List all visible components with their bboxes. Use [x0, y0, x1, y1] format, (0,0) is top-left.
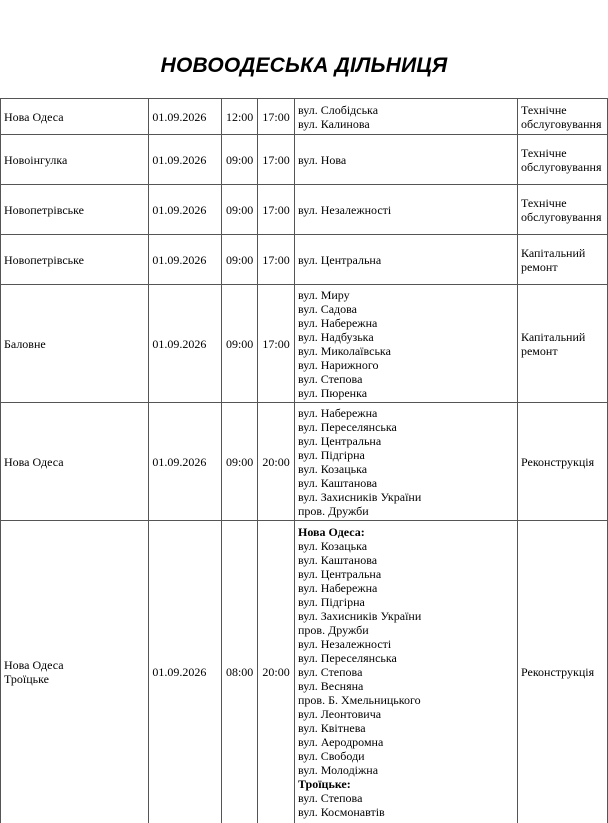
street-name: вул. Миколаївська [298, 343, 391, 358]
work-type-cell [517, 99, 607, 135]
date-cell [149, 285, 222, 403]
location-cell [1, 135, 149, 185]
location-cell [1, 99, 149, 135]
date-value: 01.09.2026 [152, 109, 207, 124]
end-time: 17:00 [262, 336, 290, 351]
street-name: вул. Захисників України [298, 608, 422, 623]
street-name: вул. Каштанова [298, 552, 378, 567]
street-name: вул. Степова [298, 664, 363, 679]
end-time-cell [258, 185, 295, 235]
end-time: 17:00 [262, 109, 290, 124]
end-time-cell [258, 521, 295, 823]
location-cell [1, 285, 149, 403]
work-type-cell [517, 235, 607, 285]
street-name: пров. Б. Хмельницького [298, 692, 421, 707]
street-name: вул. Весняна [298, 678, 364, 693]
settlement-heading: Нова Одеса: [298, 524, 365, 539]
street-name: вул. Молодіжна [298, 762, 379, 777]
date-value: 01.09.2026 [152, 152, 207, 167]
work-type: обслуговування [520, 209, 602, 224]
table-row [1, 99, 608, 135]
date-value: 01.09.2026 [152, 336, 207, 351]
work-type: ремонт [520, 343, 558, 358]
street-name: вул. Козацька [298, 538, 368, 553]
street-name: вул. Набережна [298, 580, 378, 595]
street-name: вул. Квітнева [298, 720, 366, 735]
end-time-cell [258, 403, 295, 521]
work-type-cell [517, 403, 607, 521]
work-type: Технічне [520, 195, 567, 210]
work-type: Реконструкція [520, 454, 595, 469]
start-time: 09:00 [225, 152, 254, 167]
start-time: 09:00 [225, 202, 254, 217]
end-time: 20:00 [262, 454, 290, 469]
start-time: 09:00 [225, 336, 254, 351]
street-name: вул. Надбузька [298, 329, 374, 344]
settlement-heading: Троїцьке: [298, 776, 351, 791]
start-time: 12:00 [225, 109, 254, 124]
date-value: 01.09.2026 [152, 664, 207, 679]
location-cell [1, 403, 149, 521]
outage-schedule-table [0, 98, 608, 823]
date-value: 01.09.2026 [152, 454, 207, 469]
end-time-cell [258, 285, 295, 403]
start-time: 09:00 [225, 454, 254, 469]
location-name: Новопетрівське [4, 252, 84, 267]
street-name: вул. Центральна [298, 252, 382, 267]
street-name: вул. Козацька [298, 461, 368, 476]
street-name: вул. Пюренка [298, 385, 368, 400]
street-name: вул. Набережна [298, 405, 378, 420]
street-name: вул. Переселянська [298, 419, 397, 434]
work-type: Технічне [520, 102, 567, 117]
start-time-cell [222, 285, 258, 403]
end-time: 17:00 [262, 252, 290, 267]
start-time-cell [222, 135, 258, 185]
street-name: вул. Центральна [298, 566, 382, 581]
street-name: вул. Незалежності [298, 636, 392, 651]
start-time: 08:00 [225, 664, 254, 679]
street-name: вул. Степова [298, 790, 363, 805]
streets-cell [295, 285, 518, 403]
work-type: Капітальний [520, 245, 586, 260]
work-type: обслуговування [520, 116, 602, 131]
work-type: Капітальний [520, 329, 586, 344]
end-time-cell [258, 99, 295, 135]
start-time-cell [222, 185, 258, 235]
work-type: Технічне [520, 145, 567, 160]
street-name: вул. Підгірна [298, 447, 365, 462]
start-time-cell [222, 403, 258, 521]
date-cell [149, 99, 222, 135]
work-type-cell [517, 521, 607, 823]
work-type-cell [517, 135, 607, 185]
street-name: вул. Слобідська [298, 102, 379, 117]
table-row [1, 235, 608, 285]
date-value: 01.09.2026 [152, 252, 207, 267]
end-time-cell [258, 135, 295, 185]
end-time: 17:00 [262, 202, 290, 217]
location-name: Новоінгулка [4, 152, 68, 167]
table-row [1, 185, 608, 235]
street-name: вул. Захисників України [298, 489, 422, 504]
location-name: Нова Одеса [4, 454, 64, 469]
street-name: вул. Калинова [298, 116, 370, 131]
table-row [1, 521, 608, 823]
start-time-cell [222, 99, 258, 135]
date-value: 01.09.2026 [152, 202, 207, 217]
date-cell [149, 135, 222, 185]
streets-cell [295, 235, 518, 285]
street-name: вул. Аеродромна [298, 734, 384, 749]
street-name: вул. Космонавтів [298, 804, 385, 819]
streets-cell [295, 99, 518, 135]
streets-cell [295, 185, 518, 235]
start-time: 09:00 [225, 252, 254, 267]
work-type: ремонт [520, 259, 558, 274]
street-name: вул. Свободи [298, 748, 365, 763]
location-name: Троїцьке [4, 671, 49, 686]
street-name: вул. Леонтовича [298, 706, 382, 721]
street-name: вул. Садова [298, 301, 357, 316]
street-name: вул. Підгірна [298, 594, 365, 609]
street-name: вул. Переселянська [298, 650, 397, 665]
date-cell [149, 185, 222, 235]
end-time-cell [258, 235, 295, 285]
street-name: вул. Нова [298, 152, 347, 167]
date-cell [149, 521, 222, 823]
street-name: вул. Степова [298, 371, 363, 386]
streets-cell [295, 135, 518, 185]
table-row [1, 403, 608, 521]
work-type-cell [517, 185, 607, 235]
street-name: вул. Нарижного [298, 357, 379, 372]
street-name: вул. Каштанова [298, 475, 378, 490]
location-cell [1, 235, 149, 285]
table-row [1, 285, 608, 403]
date-cell [149, 235, 222, 285]
work-type: обслуговування [520, 159, 602, 174]
location-cell [1, 521, 149, 823]
start-time-cell [222, 521, 258, 823]
location-cell [1, 185, 149, 235]
location-name: Новопетрівське [4, 202, 84, 217]
work-type-cell [517, 285, 607, 403]
street-name: пров. Дружби [298, 622, 369, 637]
street-name: пров. Дружби [298, 503, 369, 518]
street-name: вул. Миру [298, 287, 350, 302]
streets-cell [295, 403, 518, 521]
street-name: вул. Незалежності [298, 202, 392, 217]
end-time: 17:00 [262, 152, 290, 167]
location-name: Нова Одеса [4, 657, 64, 672]
location-name: Баловне [4, 336, 46, 351]
streets-cell [295, 521, 518, 823]
page-title: НОВООДЕСЬКА ДІЛЬНИЦЯ [160, 54, 448, 77]
end-time: 20:00 [262, 664, 290, 679]
street-name: вул. Центральна [298, 433, 382, 448]
location-name: Нова Одеса [4, 109, 64, 124]
work-type: Реконструкція [520, 664, 595, 679]
table-row [1, 135, 608, 185]
start-time-cell [222, 235, 258, 285]
street-name: вул. Набережна [298, 315, 378, 330]
date-cell [149, 403, 222, 521]
